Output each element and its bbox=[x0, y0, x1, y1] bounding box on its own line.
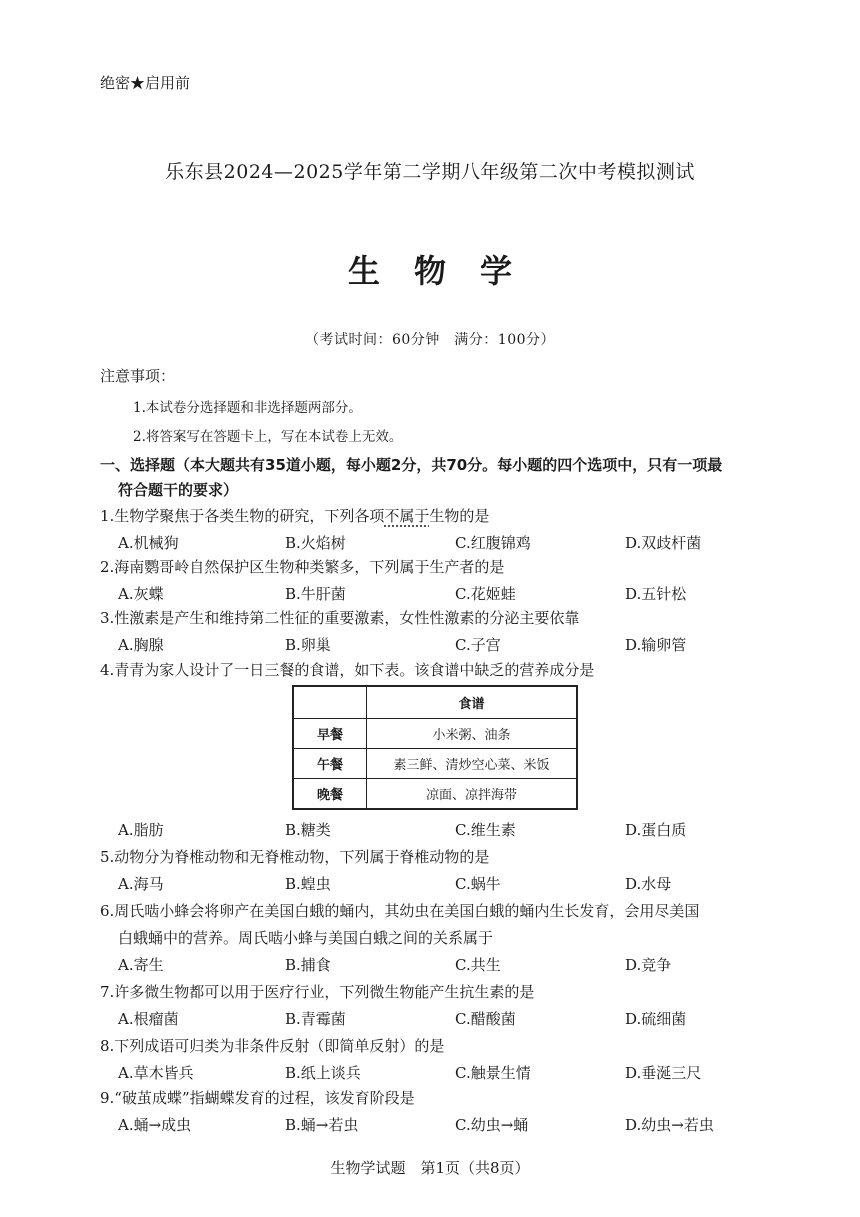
option: B.火焰树 bbox=[285, 534, 346, 552]
option: C.红腹锦鸡 bbox=[455, 534, 531, 552]
section-heading bbox=[100, 453, 760, 503]
option: A.机械狗 bbox=[118, 534, 179, 552]
table-row bbox=[293, 719, 577, 749]
option: D.幼虫→若虫 bbox=[625, 1116, 714, 1134]
section-heading-line: 一、选择题（本大题共有35道小题，每小题2分，共70分。每小题的四个选项中，只有一项最 bbox=[100, 456, 723, 474]
menu-table bbox=[292, 685, 578, 810]
dish-cell: 小米粥、油条 bbox=[367, 719, 578, 749]
question-stem: 8.下列成语可归类为非条件反射（即简单反射）的是 bbox=[100, 1037, 445, 1055]
question-stem: 3.性激素是产生和维持第二性征的重要激素，女性性激素的分泌主要依靠 bbox=[100, 609, 580, 627]
option: B.牛肝菌 bbox=[285, 585, 346, 603]
section-heading-line: 符合题干的要求） bbox=[118, 481, 239, 499]
dish-cell: 素三鲜、清炒空心菜、米饭 bbox=[367, 749, 578, 779]
option: D.竞争 bbox=[625, 956, 672, 974]
table-row bbox=[293, 749, 577, 779]
option: D.蛋白质 bbox=[625, 821, 687, 839]
option: C.维生素 bbox=[455, 821, 516, 839]
notice-item: 2.将答案写在答题卡上，写在本试卷上无效。 bbox=[133, 429, 403, 445]
question-stem: 7.许多微生物都可以用于医疗行业，下列微生物能产生抗生素的是 bbox=[100, 983, 535, 1001]
option: C.花姬蛙 bbox=[455, 585, 516, 603]
exam-title: 乐东县2024—2025学年第二学期八年级第二次中考模拟测试 bbox=[165, 161, 695, 183]
option: C.触景生情 bbox=[455, 1064, 531, 1082]
stem-text: 1.生物学聚焦于各类生物的研究，下列各项 bbox=[100, 507, 385, 525]
option: B.糖类 bbox=[285, 821, 331, 839]
table-row bbox=[293, 779, 577, 810]
subject-title: 生物学 bbox=[347, 252, 546, 290]
option: C.醋酸菌 bbox=[455, 1010, 516, 1028]
dish-cell: 凉面、凉拌海带 bbox=[367, 779, 578, 810]
option: A.蛹→成虫 bbox=[118, 1116, 192, 1134]
option: D.硫细菌 bbox=[625, 1010, 687, 1028]
page-footer: 生物学试题 第1页（共8页） bbox=[330, 1159, 530, 1177]
option: A.寄生 bbox=[118, 956, 164, 974]
option: A.胸腺 bbox=[118, 636, 164, 654]
option: C.共生 bbox=[455, 956, 501, 974]
option: A.脂肪 bbox=[118, 821, 164, 839]
question-stem bbox=[100, 505, 489, 526]
option: B.蝗虫 bbox=[285, 875, 331, 893]
option: A.海马 bbox=[118, 875, 164, 893]
table-header-row bbox=[293, 686, 577, 719]
question-stem: 9.“破茧成蝶”指蝴蝶发育的过程，该发育阶段是 bbox=[100, 1089, 415, 1107]
option: B.卵巢 bbox=[285, 636, 331, 654]
option: D.五针松 bbox=[625, 585, 687, 603]
option: B.捕食 bbox=[285, 956, 331, 974]
question-stem: 2.海南鹦哥岭自然保护区生物种类繁多，下列属于生产者的是 bbox=[100, 558, 505, 576]
exam-info: （考试时间：60分钟 满分：100分） bbox=[304, 332, 556, 348]
notice-item: 1.本试卷分选择题和非选择题两部分。 bbox=[133, 400, 362, 416]
option: C.子宫 bbox=[455, 636, 501, 654]
question-stem: 6.周氏啮小蜂会将卵产在美国白蛾的蛹内，其幼虫在美国白蛾的蛹内生长发育，会用尽美国 bbox=[100, 902, 700, 920]
table-header-cell bbox=[293, 686, 367, 719]
option: A.根瘤菌 bbox=[118, 1010, 179, 1028]
option: D.双歧杆菌 bbox=[625, 534, 702, 552]
question-stem: 5.动物分为脊椎动物和无脊椎动物，下列属于脊椎动物的是 bbox=[100, 848, 490, 866]
option: B.蛹→若虫 bbox=[285, 1116, 359, 1134]
stem-emphasis: 不属于 bbox=[384, 507, 430, 525]
option: A.灰蝶 bbox=[118, 585, 164, 603]
stem-text: 生物的是 bbox=[429, 507, 490, 525]
meal-cell: 午餐 bbox=[293, 749, 367, 779]
meal-cell: 晚餐 bbox=[293, 779, 367, 810]
option: D.水母 bbox=[625, 875, 672, 893]
option: D.输卵管 bbox=[625, 636, 687, 654]
option: D.垂涎三尺 bbox=[625, 1064, 702, 1082]
table-header-cell: 食谱 bbox=[367, 686, 578, 719]
option: C.蜗牛 bbox=[455, 875, 501, 893]
meal-cell: 早餐 bbox=[293, 719, 367, 749]
question-stem-continued: 白蛾蛹中的营养。周氏啮小蜂与美国白蛾之间的关系属于 bbox=[118, 929, 494, 947]
option: C.幼虫→蛹 bbox=[455, 1116, 529, 1134]
secret-label: 绝密★启用前 bbox=[100, 74, 191, 92]
option: B.青霉菌 bbox=[285, 1010, 346, 1028]
option: A.草木皆兵 bbox=[118, 1064, 194, 1082]
option: B.纸上谈兵 bbox=[285, 1064, 361, 1082]
notice-heading: 注意事项： bbox=[100, 367, 176, 385]
question-stem: 4.青青为家人设计了一日三餐的食谱，如下表。该食谱中缺乏的营养成分是 bbox=[100, 661, 595, 679]
